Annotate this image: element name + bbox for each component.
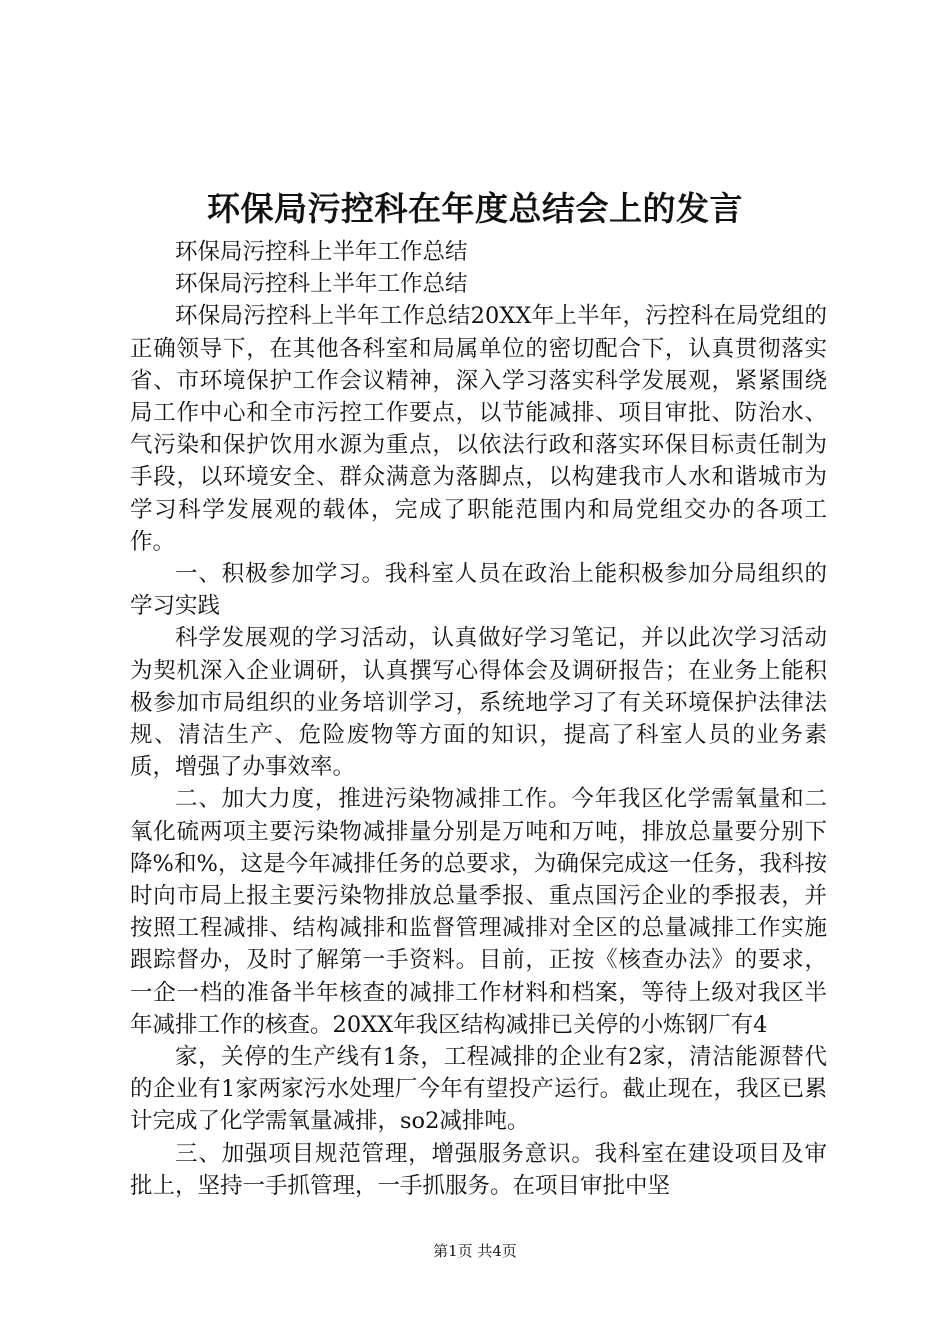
document-title: 环保局污控科在年度总结会上的发言 (207, 189, 743, 228)
page-footer: 第1页 共4页 (433, 1242, 517, 1260)
paragraph: 家，关停的生产线有1条，工程减排的企业有2家，清洁能源替代的企业有1家两家污水处理厂今年有望投产运行。截止现在，我区已累计完成了化学需氧量减排，so2减排吨。 (130, 1044, 827, 1135)
document-body (130, 236, 827, 1202)
paragraph: 科学发展观的学习活动，认真做好学习笔记，并以此次学习活动为契机深入企业调研，认真撰写心得体会及调研报告；在业务上能积极参加市局组织的业务培训学习，系统地学习了有关环境保护法律法规、清洁生产、危险废物等方面的知识，提高了科室人员的业务素质，增强了办事效率。 (130, 625, 827, 781)
paragraph: 三、加强项目规范管理，增强服务意识。我科室在建设项目及审批上，坚持一手抓管理，一手抓服务。在项目审批中坚 (130, 1140, 827, 1199)
paragraph: 环保局污控科上半年工作总结 (175, 239, 468, 265)
paragraph: 环保局污控科上半年工作总结 (175, 271, 468, 298)
paragraph: 一、积极参加学习。我科室人员在政治上能积极参加分局组织的学习实践 (130, 561, 827, 620)
paragraph: 环保局污控科上半年工作总结20XX年上半年，污控科在局党组的正确领导下，在其他各科室和局属单位的密切配合下，认真贯彻落实省、市环境保护工作会议精神，深入学习落实科学发展观，紧紧围绕局工作中心和全市污控工作要点，以节能减排、项目审批、防治水、气污染和保护饮用水源为重点，以依法行政和落实环保目标责任制为手段，以环境安全、群众满意为落脚点，以构建我市人水和谐城市为学习科学发展观的载体，完成了职能范围内和局党组交办的各项工作。 (130, 303, 827, 555)
paragraph: 二、加大力度，推进污染物减排工作。今年我区化学需氧量和二氧化硫两项主要污染物减排量分别是万吨和万吨，排放总量要分别下降%和%，这是今年减排任务的总要求，为确保完成这一任务，我科按时向市局上报主要污染物排放总量季报、重点国污企业的季报表，并按照工程减排、结构减排和监督管理减排对全区的总量减排工作实施跟踪督办，及时了解第一手资料。目前，正按《核查办法》的要求，一企一档的准备半年核查的减排工作材料和档案，等待上级对我区半年减排工作的核查。20XX年我区结构减排已关停的小炼钢厂有4 (130, 786, 827, 1038)
